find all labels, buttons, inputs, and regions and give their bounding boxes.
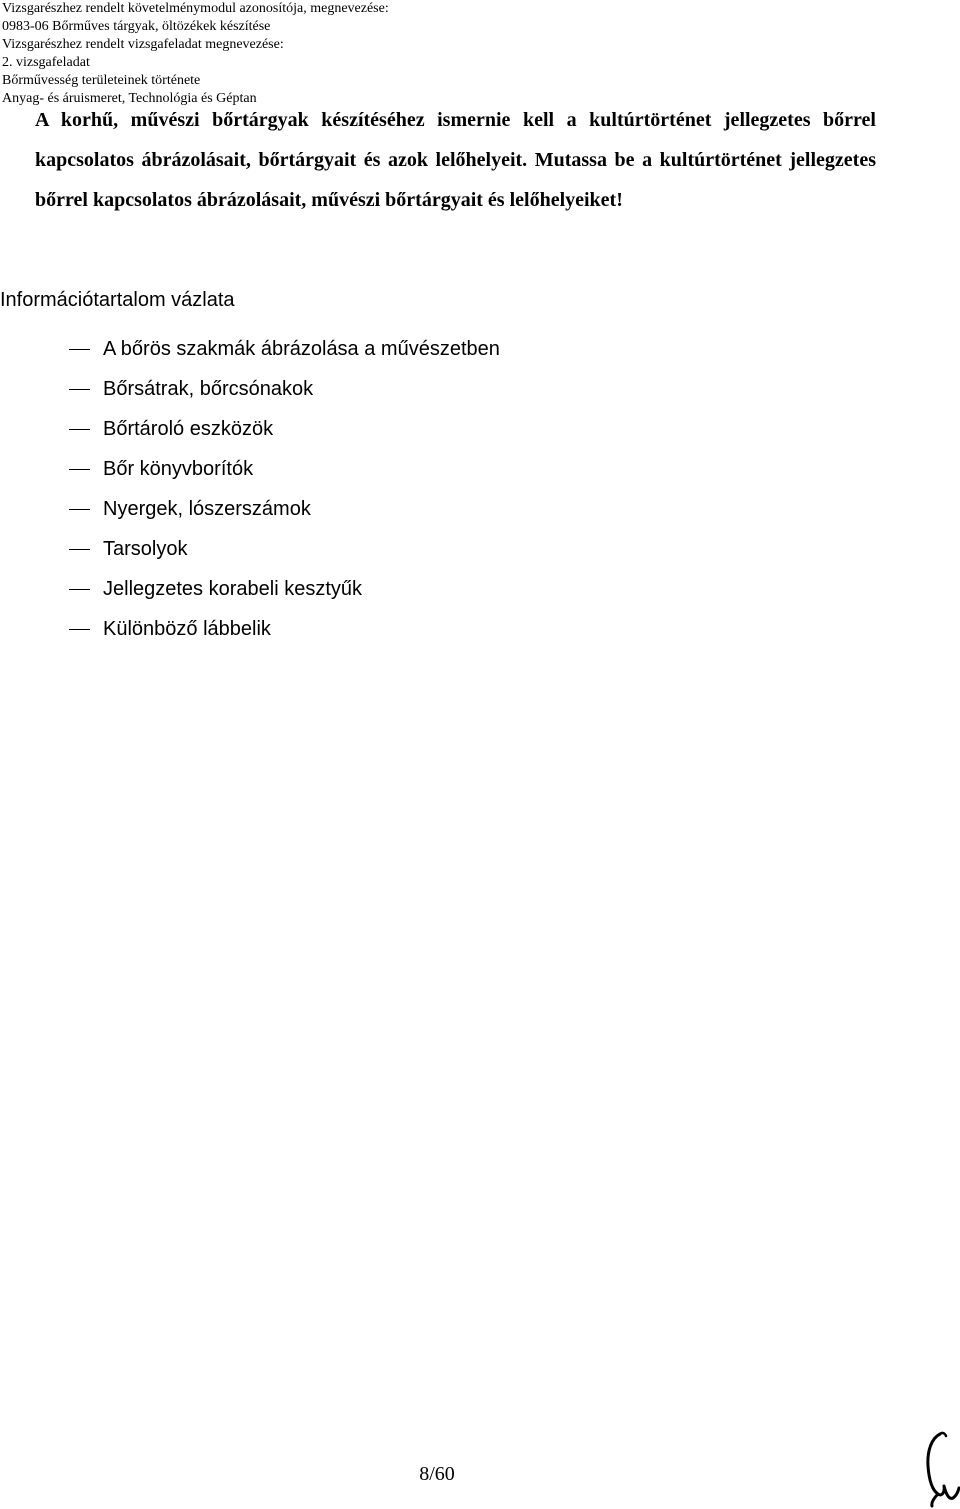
list-item-label: Nyergek, lószerszámok — [103, 498, 311, 520]
dash-bullet — [69, 389, 90, 390]
task-number — [0, 100, 35, 140]
dash-bullet — [69, 589, 90, 590]
list-item-label: Bőrsátrak, bőrcsónakok — [103, 378, 314, 400]
dash-bullet — [69, 509, 90, 510]
header-subjects: Anyag- és áruismeret, Technológia és Géptan — [2, 91, 257, 106]
dash-bullet — [69, 349, 90, 350]
page-number: 8/60 — [419, 1463, 455, 1485]
header-module-label: Vizsgarészhez rendelt követelménymodul azonosítója, megnevezése: — [2, 1, 389, 16]
list-item-label: Jellegzetes korabeli kesztyűk — [103, 578, 363, 600]
signature-mark — [918, 1428, 960, 1509]
dash-bullet — [69, 469, 90, 470]
task-statement — [0, 100, 876, 220]
header-task-number: 2. vizsgafeladat — [2, 55, 90, 70]
dash-bullet — [69, 629, 90, 630]
dash-bullet — [69, 549, 90, 550]
list-item-label: Tarsolyok — [103, 538, 188, 560]
list-item-label: Bőrtároló eszközök — [103, 418, 274, 440]
outline-title: Információtartalom vázlata — [0, 289, 235, 311]
list-item-label: Különböző lábbelik — [103, 618, 271, 640]
list-item-label: A bőrös szakmák ábrázolása a művészetben — [103, 338, 500, 360]
dash-bullet — [69, 429, 90, 430]
page-header — [2, 0, 942, 108]
list-item-label: Bőr könyvborítók — [103, 458, 254, 480]
header-task-topic: Bőrművesség területeinek története — [2, 73, 201, 88]
header-module-name: 0983-06 Bőrműves tárgyak, öltözékek készítése — [2, 19, 271, 34]
task-text: A korhű, művészi bőrtárgyak készítéséhez ismernie kell a kultúrtörténet jellegzetes bőrrel kapcsolatos ábrázolásait, bőrtárgyait és azok lelőhelyeit. Mutassa be a kultúrtörténet jellegzetes bőrrel kapcsolatos ábrázolásait, művészi bőrtárgyait és lelőhelyeiket! — [35, 109, 876, 211]
header-task-label: Vizsgarészhez rendelt vizsgafeladat megnevezése: — [2, 37, 284, 52]
